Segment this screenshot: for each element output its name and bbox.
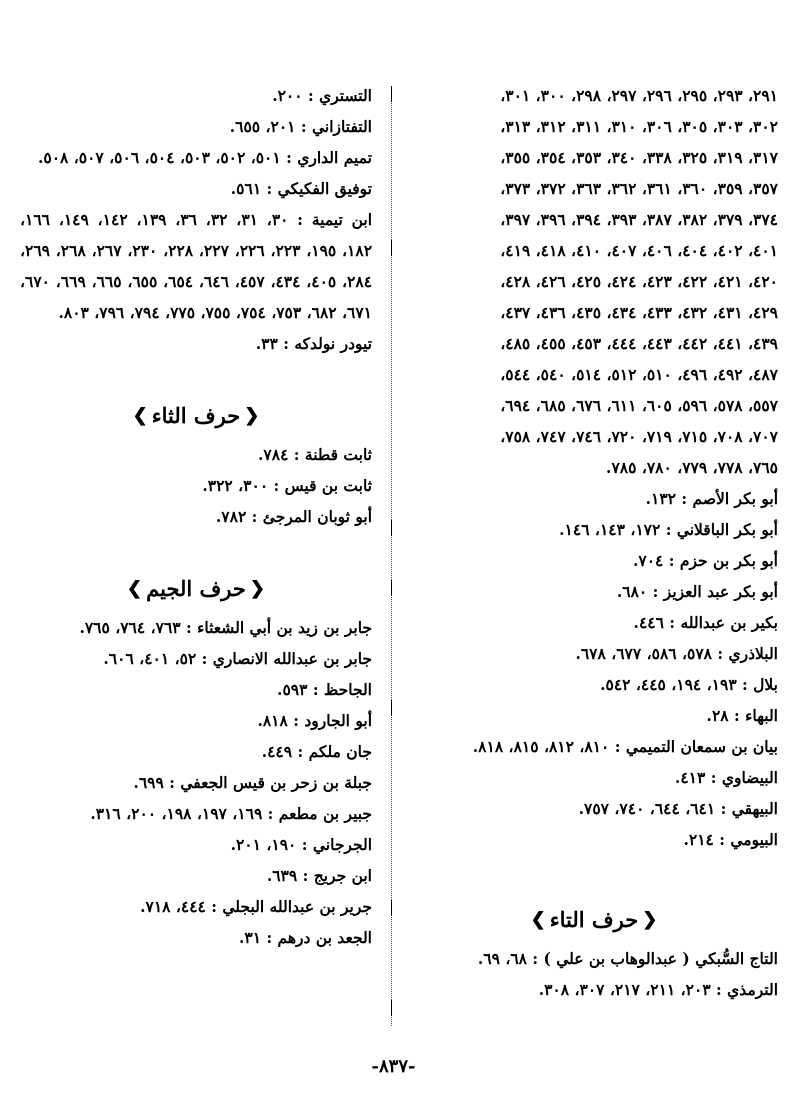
divider-tick: [391, 240, 392, 256]
index-entry: أبو بكر الباقلاني : ١٧٢، ١٤٣، ١٤٦.: [559, 520, 778, 539]
divider-tick: [391, 700, 392, 716]
index-entry: بكير بن عبدالله : ٤٤٦.: [633, 613, 778, 632]
index-entry: بلال : ١٩٣، ١٩٤، ٤٤٥، ٥٤٢.: [600, 675, 778, 694]
index-entry: تيودر نولدكه : ٣٣.: [255, 334, 372, 353]
left-column: [20, 80, 372, 953]
index-line: ٣٧٤، ٣٧٩، ٣٨٢، ٣٨٧، ٣٩٣، ٣٩٤، ٣٩٦، ٣٩٧،: [500, 210, 778, 229]
index-line: ٣٥٧، ٣٥٩، ٣٦٠، ٣٦١، ٣٦٢، ٣٦٣، ٣٧٢، ٣٧٣،: [500, 179, 778, 198]
section-title: حرف الثاء: [151, 403, 241, 428]
index-line: ٤٠١، ٤٠٢، ٤٠٤، ٤٠٦، ٤٠٧، ٤١٠، ٤١٨، ٤١٩،: [500, 241, 778, 260]
ornament-right-icon: ❯: [127, 578, 143, 599]
divider-tick: [391, 520, 392, 536]
index-line: ٧٦٥، ٧٧٨، ٧٧٩، ٧٨٠، ٧٨٥.: [606, 458, 778, 477]
index-line: ٣٠٢، ٣٠٣، ٣٠٥، ٣٠٦، ٣١٠، ٣١١، ٣١٢، ٣١٣،: [500, 117, 778, 136]
index-entry: أبو بكر بن حزم : ٧٠٤.: [633, 551, 778, 570]
index-line: ٤٢٠، ٤٢١، ٤٢٢، ٤٢٣، ٤٢٤، ٤٢٥، ٤٢٦، ٤٢٨،: [500, 272, 778, 291]
index-entry: البيهقي : ٦٤١، ٦٤٤، ٧٤٠، ٧٥٧.: [578, 799, 778, 818]
ornament-left-icon: ❮: [249, 578, 265, 599]
ornament-left-icon: ❮: [642, 909, 658, 930]
section-title: حرف التاء: [549, 907, 639, 932]
index-entry: أبو ثوبان المرجئ : ٧٨٢.: [215, 507, 372, 526]
index-entry: البيضاوي : ٤١٣.: [674, 768, 778, 787]
index-line: ٥٥٧، ٥٧٨، ٥٩٦، ٦٠٥، ٦١١، ٦٧٦، ٦٨٥، ٦٩٤،: [500, 396, 778, 415]
section-header-tha: [20, 399, 372, 433]
index-entry: ابن تيمية : ٣٠، ٣١، ٣٢، ٣٦، ١٣٩، ١٤٢، ١٤٩، ١٦٦، ١٨٢، ١٩٥، ٢٢٣، ٢٢٦، ٢٢٧، ٢٢٨، ٢٣٠، ٢٦٧، ٢٦٨، ٢٦٩، ٢٨٤، ٤٠٥، ٤٣٤، ٤٥٧، ٦٤٦، ٦٥٤، ٦٥٥، ٦٦٥، ٦٦٩، ٦٧٠، ٦٧١، ٦٨٢، ٧٥٣، ٧٥٤، ٧٥٥، ٧٧٥، ٧٩٤، ٧٩٦، ٨٠٣.: [20, 210, 373, 322]
column-divider: [391, 86, 392, 1026]
index-entry: التفتازاني : ٢٠١، ٦٥٥.: [229, 117, 372, 136]
index-entry: تميم الداري : ٥٠١، ٥٠٢، ٥٠٣، ٥٠٤، ٥٠٦، ٥٠٧، ٥٠٨.: [37, 148, 372, 167]
index-entry: بيان بن سمعان التميمي : ٨١٠، ٨١٢، ٨١٥، ٨١٨.: [472, 737, 778, 756]
right-column: [410, 80, 778, 1005]
index-line: ٣١٧، ٣١٩، ٣٢٥، ٣٣٨، ٣٤٠، ٣٥٣، ٣٥٤، ٣٥٥،: [500, 148, 778, 167]
section-gap: [20, 359, 372, 389]
divider-tick: [391, 900, 392, 916]
index-entry: الجاحظ : ٥٩٣.: [277, 680, 372, 699]
index-line: ٤٢٩، ٤٣١، ٤٣٢، ٤٣٣، ٤٣٤، ٤٣٥، ٤٣٦، ٤٣٧،: [500, 303, 778, 322]
ornament-left-icon: ❮: [244, 405, 260, 426]
index-entry: أبو بكر الأصم : ١٣٢.: [645, 489, 778, 508]
index-entry: الترمذي : ٢٠٣، ٢١١، ٢١٧، ٣٠٧، ٣٠٨.: [538, 980, 778, 999]
index-entry: البيومي : ٢١٤.: [683, 830, 778, 849]
index-entry: أبو بكر عبد العزيز : ٦٨٠.: [616, 582, 778, 601]
index-line: ٤٨٧، ٤٩٢، ٤٩٦، ٥١٠، ٥١٢، ٥١٤، ٥٤٠، ٥٤٤،: [500, 365, 778, 384]
index-entry: أبو الجارود : ٨١٨.: [257, 711, 372, 730]
index-line: ٧٠٧، ٧٠٨، ٧١٥، ٧١٩، ٧٢٠، ٧٤٦، ٧٤٧، ٧٥٨،: [500, 427, 778, 446]
index-entry: الجعد بن درهم : ٣١.: [238, 928, 372, 947]
index-entry: البلاذري : ٥٧٨، ٥٨٦، ٦٧٧، ٦٧٨.: [575, 644, 778, 663]
index-entry: جبير بن مطعم : ١٦٩، ١٩٧، ١٩٨، ٢٠٠، ٣١٦.: [90, 804, 372, 823]
index-entry: التستري : ٢٠٠.: [272, 86, 372, 105]
index-line: ٢٩١، ٢٩٣، ٢٩٥، ٢٩٦، ٢٩٧، ٢٩٨، ٣٠٠، ٣٠١،: [500, 86, 778, 105]
section-header-ta: [410, 903, 778, 937]
section-gap: [410, 855, 778, 893]
index-entry: التاج السُّبكي ( عبدالوهاب بن علي ) : ٦٨، ٦٩.: [477, 949, 778, 968]
index-entry: جابر بن زيد بن أبي الشعثاء : ٧٦٣، ٧٦٤، ٧٦٥.: [79, 618, 372, 637]
index-entry: جابر بن عبدالله الانصاري : ٥٢، ٤٠١، ٦٠٦.: [103, 649, 372, 668]
index-entry: توفيق الفكيكي : ٥٦١.: [230, 179, 372, 198]
index-entry: جان ملكم : ٤٤٩.: [261, 742, 372, 761]
section-gap: [20, 532, 372, 562]
index-entry: البهاء : ٢٨.: [706, 706, 778, 725]
section-title: حرف الجيم: [146, 576, 246, 601]
index-entry: ثابت بن قيس : ٣٠٠، ٣٢٢.: [202, 476, 372, 495]
divider-tick: [391, 580, 392, 596]
index-entry: جرير بن عبدالله البجلي : ٤٤٤، ٧١٨.: [140, 897, 372, 916]
index-entry: الجرجاني : ١٩٠، ٢٠١.: [230, 835, 372, 854]
index-entry: ثابت قطنة : ٧٨٤.: [258, 445, 372, 464]
divider-tick: [391, 86, 392, 102]
ornament-right-icon: ❯: [132, 405, 148, 426]
index-entry: جبلة بن زحر بن قيس الجعفي : ٦٩٩.: [133, 773, 372, 792]
page-number: -٨٣٧-: [371, 1056, 416, 1077]
ornament-right-icon: ❯: [530, 909, 546, 930]
index-line: ٤٣٩، ٤٤١، ٤٤٢، ٤٤٣، ٤٤٤، ٤٥٣، ٤٥٥، ٤٨٥،: [500, 334, 778, 353]
divider-tick: [391, 1000, 392, 1016]
section-header-jim: [20, 572, 372, 606]
index-entry: ابن جريج : ٦٣٩.: [266, 866, 372, 885]
